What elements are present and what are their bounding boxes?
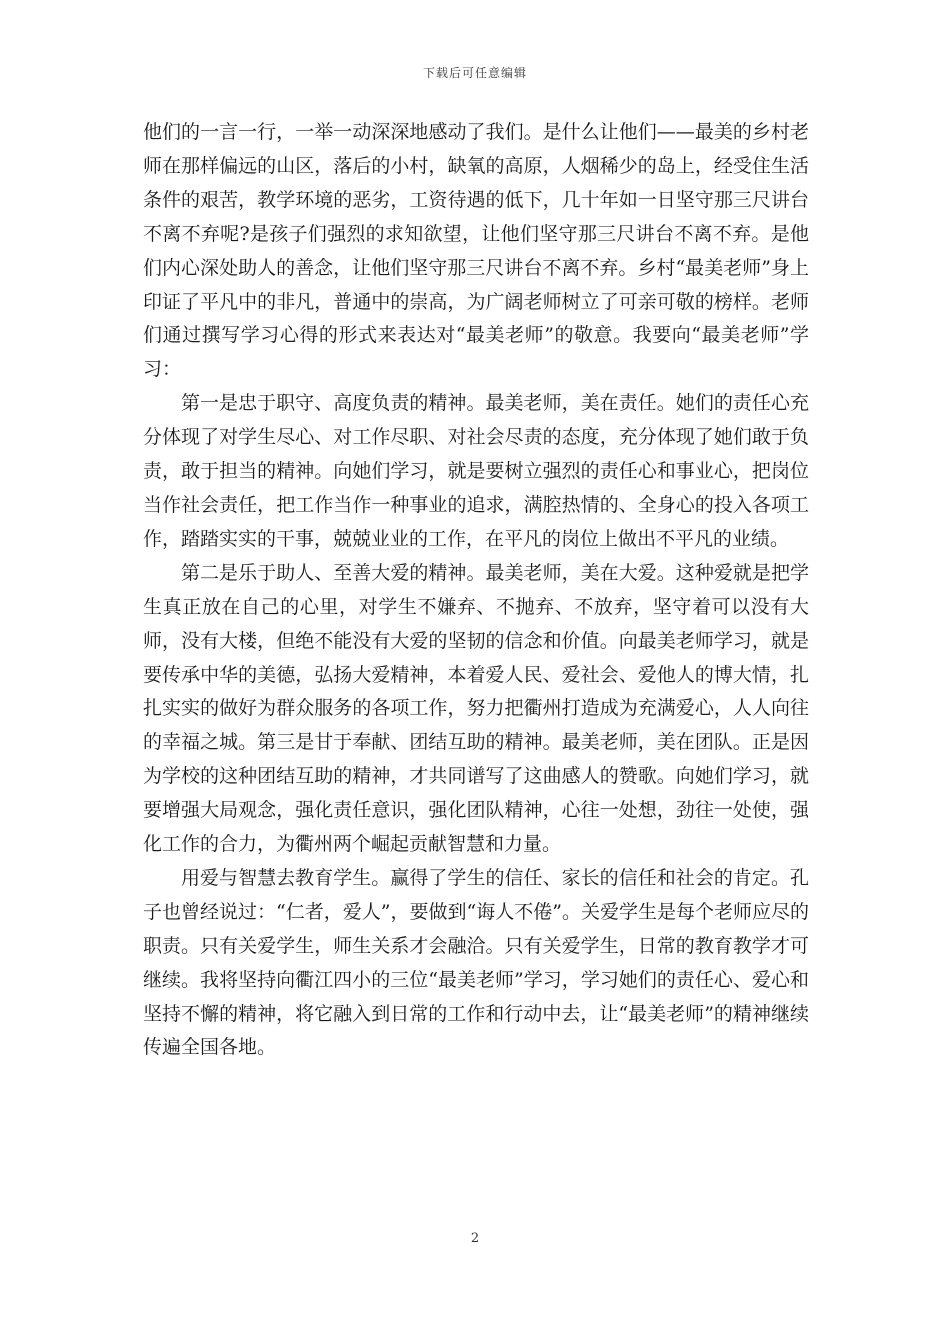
paragraph: 第一是忠于职守、高度负责的精神。最美老师，美在责任。她们的责任心充分体现了对学生尽心、对工作尽职、对社会尽责的态度，充分体现了她们敢于负责，敢于担当的精神。向她们学习，就是要树立强烈的责任心和事业心，把岗位当作社会责任，把工作当作一种事业的追求，满腔热情的、全身心的投入各项工作，踏踏实实的干事，兢兢业业的工作，在平凡的岗位上做出不平凡的业绩。 <box>143 392 809 550</box>
page-number: 2 <box>470 1231 480 1246</box>
page-header: 下载后可任意编辑 <box>422 66 527 80</box>
paragraph: 他们的一言一行，一举一动深深地感动了我们。是什么让他们——最美的乡村老师在那样偏远的山区，落后的小村，缺氧的高原，人烟稀少的岛上，经受住生活条件的艰苦，教学环境的恶劣，工资待遇的低下，几十年如一日坚守那三尺讲台不离不弃呢?是孩子们强烈的求知欲望，让他们坚守那三尺讲台不离不弃。是他们内心深处助人的善念，让他们坚守那三尺讲台不离不弃。乡村“最美老师”身上印证了平凡中的非凡，普通中的崇高，为广阔老师树立了可亲可敬的榜样。老师们通过撰写学习心得的形式来表达对“最美老师”的敬意。我要向“最美老师”学习： <box>143 121 809 381</box>
document-body <box>143 116 809 1065</box>
paragraph: 用爱与智慧去教育学生。赢得了学生的信任、家长的信任和社会的肯定。孔子也曾经说过：“仁者，爱人”，要做到“诲人不倦”。关爱学生是每个老师应尽的职责。只有关爱学生，师生关系才会融洽。只有关爱学生，日常的教育教学才可继续。我将坚持向衢江四小的三位“最美老师”学习，学习她们的责任心、爱心和坚持不懈的精神，将它融入到日常的工作和行动中去，让“最美老师”的精神继续传遍全国各地。 <box>143 866 809 1059</box>
paragraph: 第二是乐于助人、至善大爱的精神。最美老师，美在大爱。这种爱就是把学生真正放在自己的心里，对学生不嫌弃、不抛弃、不放弃，坚守着可以没有大师，没有大楼，但绝不能没有大爱的坚韧的信念和价值。向最美老师学习，就是要传承中华的美德，弘扬大爱精神，本着爱人民、爱社会、爱他人的博大情，扎扎实实的做好为群众服务的各项工作，努力把衢州打造成为充满爱心，人人向往的幸福之城。第三是甘于奉献、团结互助的精神。最美老师，美在团队。正是因为学校的这种团结互助的精神，才共同谱写了这曲感人的赞歌。向她们学习，就要增强大局观念，强化责任意识，强化团队精神，心往一处想，劲往一处使，强化工作的合力，为衢州两个崛起贡献智慧和力量。 <box>143 561 809 856</box>
